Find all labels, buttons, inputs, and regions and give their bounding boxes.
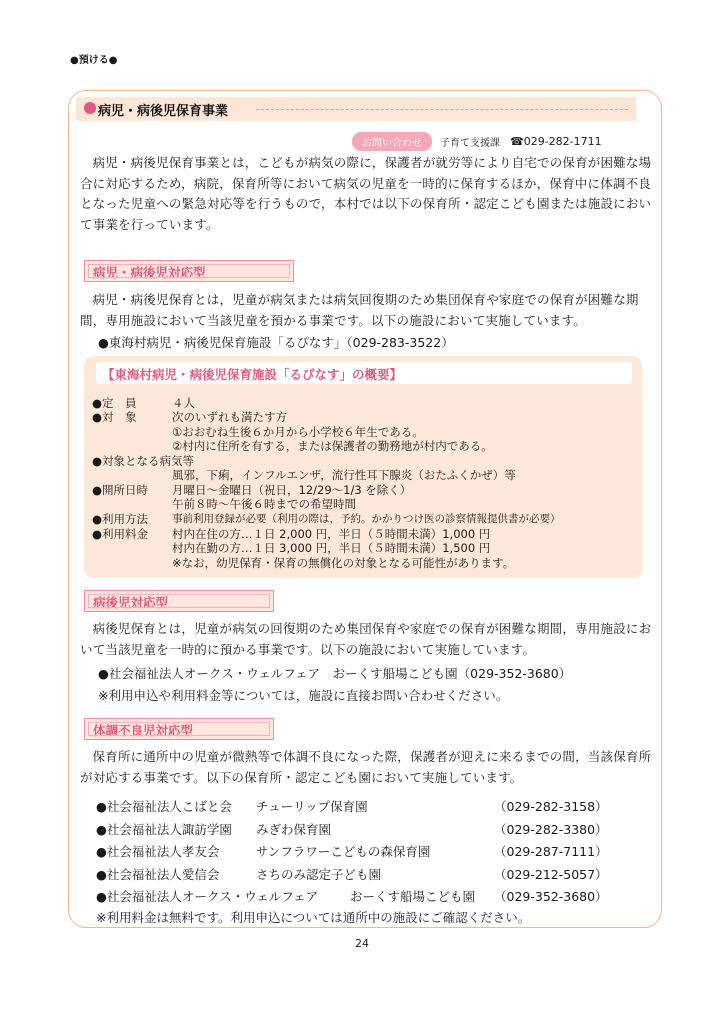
recovery-note: ※利用申込や利用料金等については，施設に直接お問い合わせください。 [98,688,509,703]
facility-name: チューリップ保育園 [256,799,368,814]
facility-phone: （029-282-3380） [494,822,608,837]
page-number: 24 [355,937,369,950]
overview-value: ①おおむね生後６か月から小学校６年生である。 [172,425,424,439]
section-heading-text: 病児・病後児対応型 [93,265,206,280]
facility-oakus: ●社会福祉法人オークス・ウェルフェア おーくす船場こども園（029-352-3680） [98,666,572,681]
facility-name: みぎわ保育園 [256,822,332,837]
sick-child-paragraph: 病児・病後児保育とは，児童が病気または病気回復期のため集団保育や家庭での保育が困難な期間，専用施設において当該児童を預かる事業です。以下の施設において実施しています。 [80,292,639,328]
page-title: 病児・病後児保育事業 [98,104,229,119]
section-label: ●預ける● [70,55,118,66]
overview-label: ●利用料金 [92,527,149,541]
overview-label: ●利用方法 [92,512,149,526]
overview-value: ４人 [172,396,195,410]
recovery-paragraph: 病後児保育とは，児童が病気の回復期のため集団保育や家庭での保育が困難な期間，専用施設において当該児童を一時的に預かる事業です。以下の施設において実施しています。 [80,621,652,657]
overview-value: 風邪，下痢，インフルエンザ，流行性耳下腺炎（おたふくかぜ）等 [172,468,516,482]
org-name: ●社会福祉法人オークス・ウェルフェア [96,889,319,904]
overview-value: 月曜日～金曜日（祝日，12/29～1/3 を除く） [172,483,412,497]
contact-dept: 子育て支援課 [440,137,500,149]
unwell-paragraph: 保育所に通所中の児童が微熱等で体調不良になった際，保護者が迎えに来るまでの間，当該保育所が対応する事業です。以下の保育所・認定こども園において実施しています。 [80,749,652,785]
facility-phone: （029-212-5057） [494,867,608,882]
overview-value: 村内在住の方…１日 2,000 円，半日（５時間未満）1,000 円 [172,527,491,541]
overview-value: 午前８時～午後６時までの希望時間 [172,497,356,511]
bullet-dot-icon [84,102,96,114]
facility-phone: （029-352-3680） [494,889,608,904]
facility-name: おーくす船場こども園 [350,889,476,904]
overview-value: ※なお，幼児保育・保育の無償化の対象となる可能性があります。 [172,556,515,570]
overview-value: 村内在勤の方…１日 3,000 円，半日（５時間未満）1,500 円 [172,541,491,555]
org-name: ●社会福祉法人愛信会 [96,867,220,882]
contact-line [352,132,602,150]
org-name: ●社会福祉法人こばと会 [96,799,232,814]
overview-label: ●定 員 [92,396,137,410]
facility-name: サンフラワーこどもの森保育園 [256,844,431,859]
facility-phone: （029-287-7111） [494,844,608,859]
section-heading-unwell [84,718,274,740]
intro-paragraph: 病児・病後児保育事業とは，こどもが病気の際に，保護者が就労等により自宅での保育が困難な場合に対応するため，病院，保育所等において病気の児童を一時的に保育するほか，保育中に体調不良となった児童への緊急対応等を行うもので，本村では以下の保育所・認定こども園または施設において事業を行っています。 [80,155,652,232]
facility-rupinasu: ●東海村病児・病後児保育施設「るぴなす」（029-283-3522） [98,335,454,350]
org-name: ●社会福祉法人諏訪学園 [96,822,232,837]
dashed-divider [256,109,628,110]
contact-tel: ☎029-282-1711 [510,134,602,148]
contact-badge: お問い合わせ [352,132,432,151]
facility-name: さちのみ認定子ども園 [256,867,382,882]
section-heading-sick-child [84,260,294,282]
overview-title: 【東海村病児・病後児保育施設「るぴなす」の概要】 [102,367,403,382]
overview-value: 事前利用登録が必要（利用の際は，予約。かかりつけ医の診察情報提供書が必要） [172,513,561,525]
overview-label: ●対象となる病気等 [92,454,195,468]
facility-phone: （029-282-3158） [494,799,608,814]
org-name: ●社会福祉法人孝友会 [96,844,220,859]
main-header [76,97,636,121]
section-heading-text: 体調不良児対応型 [93,723,194,738]
section-heading-text: 病後児対応型 [93,595,169,610]
overview-value: 次のいずれも満たす方 [172,410,287,424]
unwell-note: ※利用料金は無料です。利用申込については通所中の施設にご確認ください。 [96,910,531,925]
overview-label: ●開所日時 [92,483,149,497]
section-heading-recovery [84,590,274,612]
overview-title-bar [96,362,632,384]
overview-value: ②村内に住所を有する，または保護者の勤務地が村内である。 [172,439,493,453]
overview-label: ●対 象 [92,410,137,424]
